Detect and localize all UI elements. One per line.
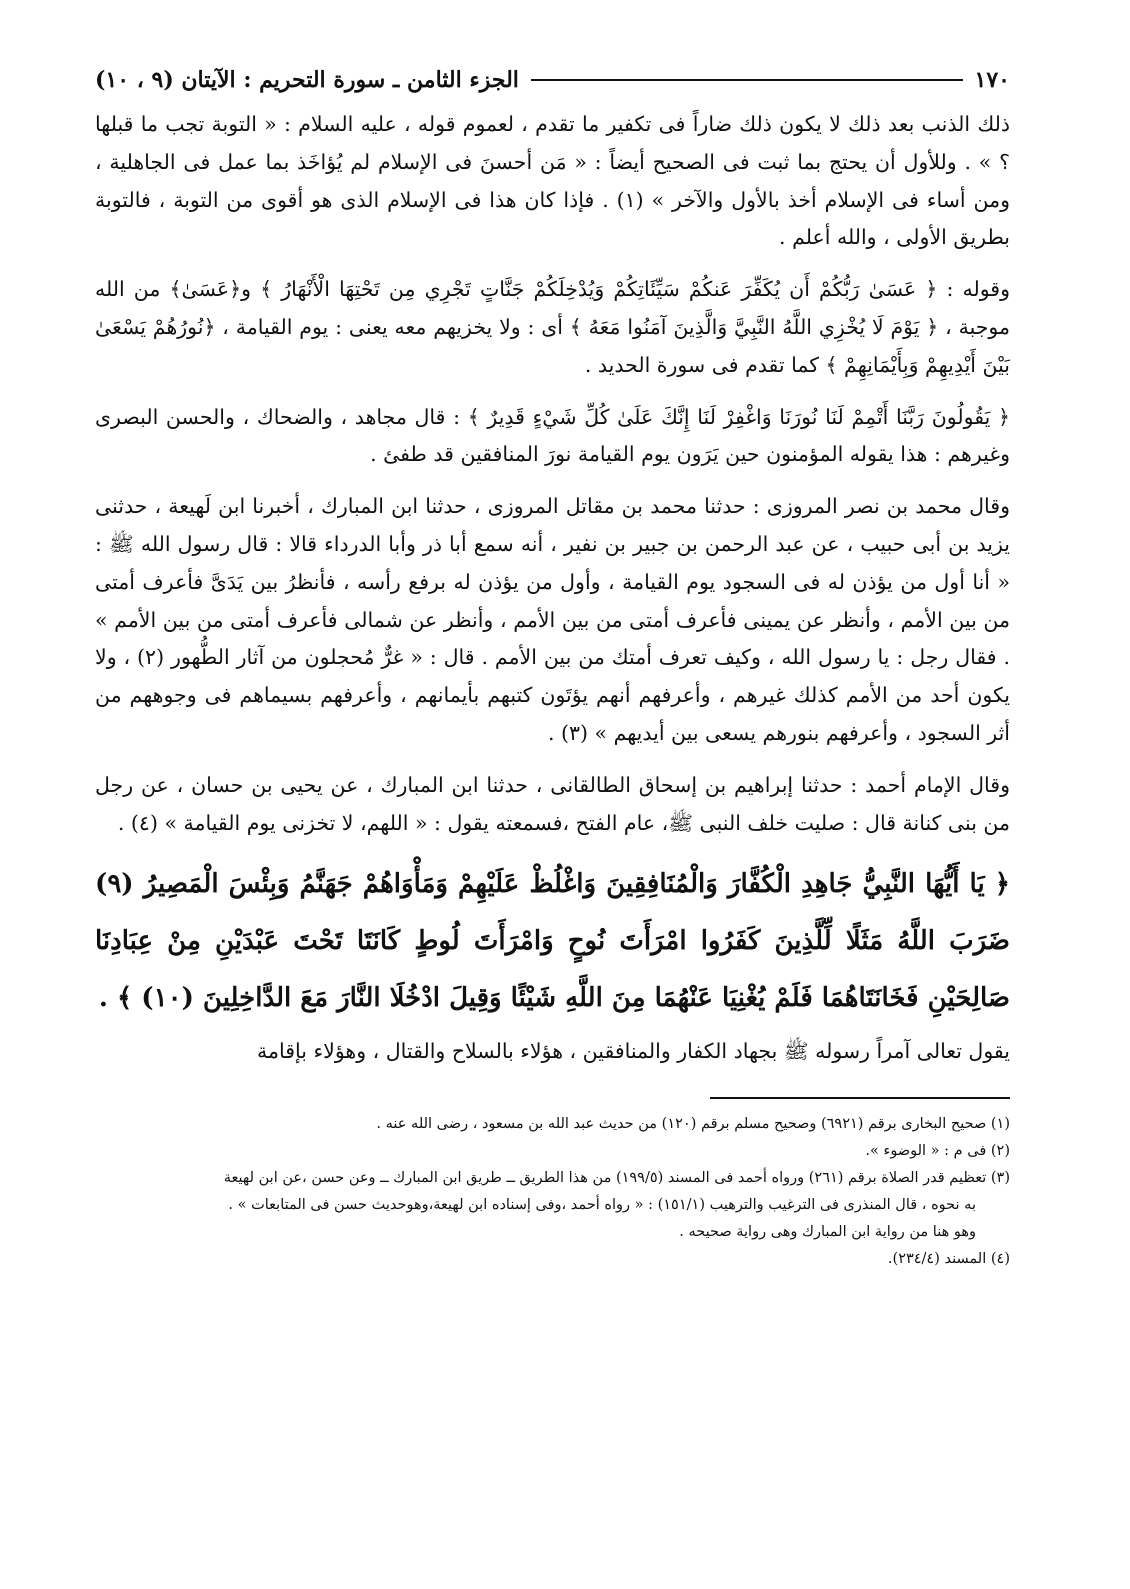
- footnote-3: (٣) تعظيم قدر الصلاة برقم (٢٦١) ورواه أحمد فى المسند (١٩٩/٥) من هذا الطريق ــ طريق ابن المبارك ــ وعن حسن ،عن ابن لهيعة: [223, 1170, 1010, 1187]
- footnote-2: (٢) فى م : « الوضوء ».: [865, 1143, 1010, 1160]
- book-page: [95, 60, 1010, 1273]
- main-text: [95, 106, 1010, 1071]
- footnotes: [95, 1111, 1010, 1273]
- footnote-1: (١) صحيح البخارى برقم (٦٩٢١) وصحيح مسلم برقم (١٢٠) من حديث عبد الله بن مسعود ، رضى الله عنه .: [376, 1116, 1010, 1133]
- footnote-4: (٤) المسند (٢٣٤/٤).: [887, 1251, 1010, 1268]
- page-number: ١٧٠: [974, 67, 1010, 93]
- paragraph-5: وقال الإمام أحمد : حدثنا إبراهيم بن إسحاق الطالقانى ، حدثنا ابن المبارك ، عن يحيى بن حسان ، عن رجل من بنى كنانة قال : صليت خلف النبى ﷺ، عام الفتح ،فسمعته يقول : « اللهم، لا تخزنى يوم القيامة » (٤) .: [95, 772, 1010, 835]
- paragraph-6: يقول تعالى آمراً رسوله ﷺ بجهاد الكفار والمنافقين ، هؤلاء بالسلاح والقتال ، وهؤلاء بإقامة: [257, 1039, 1010, 1064]
- footnote-3-continuation: به نحوه ، قال المنذرى فى الترغيب والترهيب (١٥١/١) : « رواه أحمد ،وفى إسناده ابن لهيعة،وهوحديث حسن فى المتابعات » .: [228, 1197, 976, 1214]
- paragraph-4: وقال محمد بن نصر المروزى : حدثنا محمد بن مقاتل المروزى ، حدثنا ابن المبارك ، أخبرنا ابن لَهيعة ، حدثنى يزيد بن أبى حبيب ، عن عبد الرحمن بن جبير بن نفير ، أنه سمع أبا ذر وأبا الدرداء قالا : قال رسول الله ﷺ : « أنا أول من يؤذن له فى السجود يوم القيامة ، وأول من يؤذن له برفع رأسه ، فأنظرُ بين يَدَىَّ فأعرف أمتى من بين الأمم ، وأنظر عن يمينى فأعرف أمتى من بين الأمم ، وأنظر عن شمالى فأعرف أمتى من بين الأمم » . فقال رجل : يا رسول الله ، وكيف تعرف أمتك من بين الأمم . قال : « غرٌّ مُحجلون من آثار الطُّهور (٢) ، ولا يكون أحد من الأمم كذلك غيرهم ، وأعرفهم أنهم يؤتَون كتبهم بأيمانهم ، وأعرفهم بسيماهم فى وجوههم من أثر السجود ، وأعرفهم بنورهم يسعى بين أيديهم » (٣) .: [95, 494, 1010, 745]
- paragraph-3: ﴿ يَقُولُونَ رَبَّنَا أَتْمِمْ لَنَا نُورَنَا وَاغْفِرْ لَنَا إِنَّكَ عَلَىٰ كُلِّ شَيْءٍ قَدِيرٌ ﴾ : قال مجاهد ، والضحاك ، والحسن البصرى وغيرهم : هذا يقوله المؤمنون حين يَرَون يوم القيامة نورَ المنافقين قد طفئ .: [95, 404, 1010, 467]
- paragraph-1: ذلك الذنب بعد ذلك لا يكون ذلك ضاراً فى تكفير ما تقدم ، لعموم قوله ، عليه السلام : « التوبة تجب ما قبلها ؟ » . وللأول أن يحتج بما ثبت فى الصحيح أيضاً : « مَن أحسنَ فى الإسلام لم يُؤاخَذ بما عمل فى الجاهلية ، ومن أساء فى الإسلام أخذ بالأول والآخر » (١) . فإذا كان هذا فى الإسلام الذى هو أقوى من التوبة ، فالتوبة بطريق الأولى ، والله أعلم .: [95, 112, 1010, 250]
- running-header: [95, 60, 1010, 100]
- footnote-rule: [710, 1097, 1010, 1099]
- footnote-3-continuation-2: وهو هنا من رواية ابن المبارك وهى رواية صحيحه .: [679, 1224, 976, 1241]
- paragraph-2: وقوله : ﴿ عَسَىٰ رَبُّكُمْ أَن يُكَفِّرَ عَنكُمْ سَيِّئَاتِكُمْ وَيُدْخِلَكُمْ جَنَّاتٍ تَجْرِي مِن تَحْتِهَا الْأَنْهَارُ ﴾ و﴿عَسَىٰ﴾ من الله موجبة ، ﴿ يَوْمَ لَا يُخْزِي اللَّهُ النَّبِيَّ وَالَّذِينَ آمَنُوا مَعَهُ ﴾ أى : ولا يخزيهم معه يعنى : يوم القيامة ، ﴿نُورُهُمْ يَسْعَىٰ بَيْنَ أَيْدِيهِمْ وَبِأَيْمَانِهِمْ ﴾ كما تقدم فى سورة الحديد .: [95, 277, 1010, 377]
- quran-verses: ﴿ يَا أَيُّهَا النَّبِيُّ جَاهِدِ الْكُفَّارَ وَالْمُنَافِقِينَ وَاغْلُظْ عَلَيْهِمْ وَمَأْوَاهُمْ جَهَنَّمُ وَبِئْسَ الْمَصِيرُ (٩) ضَرَبَ اللَّهُ مَثَلًا لِّلَّذِينَ كَفَرُوا امْرَأَتَ نُوحٍ وَامْرَأَتَ لُوطٍ كَانَتَا تَحْتَ عَبْدَيْنِ مِنْ عِبَادِنَا صَالِحَيْنِ فَخَانَتَاهُمَا فَلَمْ يُغْنِيَا عَنْهُمَا مِنَ اللَّهِ شَيْئًا وَقِيلَ ادْخُلَا النَّارَ مَعَ الدَّاخِلِينَ (١٠) ﴾ .: [95, 869, 1010, 1014]
- header-title: الجزء الثامن ـ سورة التحريم : الآيتان (٩ ، ١٠): [95, 67, 519, 93]
- header-rule: [531, 79, 963, 81]
